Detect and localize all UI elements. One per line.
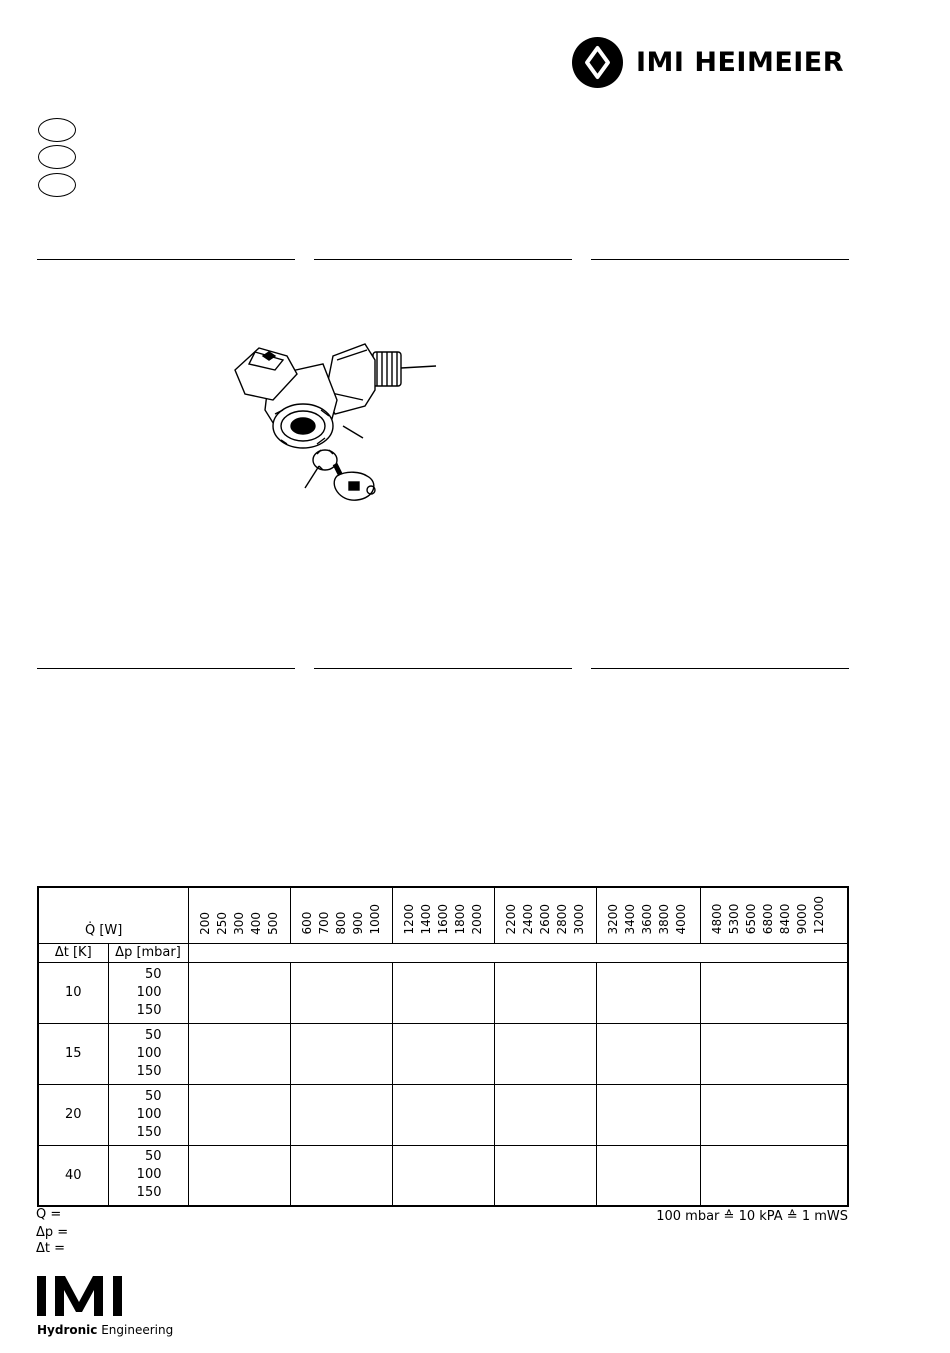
column-rule	[591, 259, 849, 260]
output-value: 800	[333, 911, 348, 935]
output-group-4	[494, 887, 596, 943]
output-values	[401, 904, 485, 935]
delta-p-value: 50	[144, 966, 162, 982]
output-values	[197, 912, 281, 935]
output-value: 600	[299, 911, 314, 935]
table-cell	[392, 1023, 494, 1084]
table-cell	[596, 1084, 700, 1145]
output-values	[299, 904, 383, 935]
output-value: 6800	[760, 903, 775, 935]
output-value: 5300	[726, 903, 741, 935]
output-value: 4000	[673, 903, 688, 935]
table-cell	[700, 1084, 848, 1145]
output-value: 3400	[622, 903, 637, 935]
delta-p-value: 100	[136, 984, 162, 1000]
output-value: 2400	[520, 903, 535, 935]
valve-illustration	[225, 330, 445, 520]
delta-p-value: 50	[144, 1149, 162, 1165]
table-cell	[290, 1145, 392, 1206]
table-cell	[494, 962, 596, 1023]
legend-q: Q̇ =	[36, 1207, 62, 1222]
table-cell	[700, 962, 848, 1023]
output-value: 4800	[709, 903, 724, 935]
table-row	[38, 1145, 848, 1206]
output-value: 1200	[401, 903, 416, 935]
brand-logo	[572, 37, 852, 89]
delta-p-value: 150	[136, 1063, 162, 1079]
table-cell	[188, 962, 290, 1023]
table-cell	[290, 1023, 392, 1084]
output-values	[709, 896, 827, 934]
diamond-logo-icon	[572, 37, 623, 88]
table-cell	[494, 1084, 596, 1145]
output-group-6	[700, 887, 848, 943]
table-row	[38, 1084, 848, 1145]
output-value: 12000	[811, 896, 826, 935]
tagline-bold: Hydronic	[37, 1323, 98, 1337]
output-value: 3800	[656, 903, 671, 935]
delta-p-header: Δp [mbar]	[108, 943, 188, 962]
table-row	[38, 1023, 848, 1084]
table-cell	[596, 962, 700, 1023]
delta-p-values	[108, 1145, 188, 1206]
legend-dt: Δt =	[36, 1241, 66, 1256]
column-rule	[591, 668, 849, 669]
output-value: 1600	[435, 903, 450, 935]
legend-dp: Δp =	[36, 1225, 69, 1240]
output-values	[503, 904, 587, 935]
table-cell	[188, 1023, 290, 1084]
brand-name: IMI HEIMEIER	[636, 47, 845, 78]
table-cell	[392, 962, 494, 1023]
column-rule	[314, 668, 572, 669]
delta-p-value: 100	[136, 1106, 162, 1122]
delta-p-values	[108, 1084, 188, 1145]
imi-tagline	[37, 1323, 173, 1337]
delta-p-values	[108, 962, 188, 1023]
output-value: 400	[248, 911, 263, 935]
table-cell	[392, 1084, 494, 1145]
language-oval-3	[38, 173, 76, 197]
column-rule	[37, 259, 295, 260]
output-value: 9000	[794, 903, 809, 935]
tagline-rest: Engineering	[97, 1323, 174, 1337]
output-value: 3600	[639, 903, 654, 935]
table-cell	[392, 1145, 494, 1206]
output-value: 200	[197, 911, 212, 935]
output-value: 2000	[469, 903, 484, 935]
heat-output-label: Q̇ [W]	[85, 922, 123, 938]
table-cell	[700, 1023, 848, 1084]
column-rule	[37, 668, 295, 669]
table-cell	[596, 1145, 700, 1206]
table-cell	[188, 1145, 290, 1206]
delta-p-value: 100	[136, 1167, 162, 1183]
table-cell	[494, 1145, 596, 1206]
table-cell	[596, 1023, 700, 1084]
table-cell	[188, 1084, 290, 1145]
column-rule	[314, 259, 572, 260]
delta-t-value: 20	[38, 1084, 108, 1145]
delta-p-values	[108, 1023, 188, 1084]
output-value: 1000	[367, 903, 382, 935]
output-value: 3200	[605, 903, 620, 935]
output-value: 3000	[571, 903, 586, 935]
valve-selection-table	[37, 886, 849, 1207]
pressure-conversion: 100 mbar ≙ 10 kPA ≙ 1 mWS	[656, 1209, 848, 1224]
delta-t-header: Δt [K]	[38, 943, 108, 962]
output-group-5	[596, 887, 700, 943]
delta-t-value: 10	[38, 962, 108, 1023]
output-value: 250	[214, 911, 229, 935]
delta-t-value: 40	[38, 1145, 108, 1206]
output-value: 500	[265, 911, 280, 935]
output-value: 2800	[554, 903, 569, 935]
output-value: 1400	[418, 903, 433, 935]
output-group-1	[188, 887, 290, 943]
header-spacer	[188, 943, 848, 962]
output-value: 8400	[777, 903, 792, 935]
imi-logo	[37, 1272, 132, 1322]
delta-p-value: 50	[144, 1027, 162, 1043]
language-oval-1	[38, 118, 76, 142]
table-cell	[290, 962, 392, 1023]
table-cell	[290, 1084, 392, 1145]
delta-p-value: 150	[136, 1002, 162, 1018]
output-value: 1800	[452, 903, 467, 935]
flow-header	[38, 887, 188, 943]
output-value: 2600	[537, 903, 552, 935]
language-oval-2	[38, 145, 76, 169]
table-cell	[700, 1145, 848, 1206]
table-cell	[494, 1023, 596, 1084]
delta-p-value: 150	[136, 1124, 162, 1140]
output-value: 2200	[503, 903, 518, 935]
output-values	[605, 904, 689, 935]
delta-p-value: 100	[136, 1045, 162, 1061]
output-group-2	[290, 887, 392, 943]
table-row	[38, 962, 848, 1023]
delta-p-value: 50	[144, 1088, 162, 1104]
delta-t-value: 15	[38, 1023, 108, 1084]
output-value: 900	[350, 911, 365, 935]
output-value: 6500	[743, 903, 758, 935]
output-group-3	[392, 887, 494, 943]
output-value: 300	[231, 911, 246, 935]
output-value: 700	[316, 911, 331, 935]
delta-p-value: 150	[136, 1185, 162, 1201]
